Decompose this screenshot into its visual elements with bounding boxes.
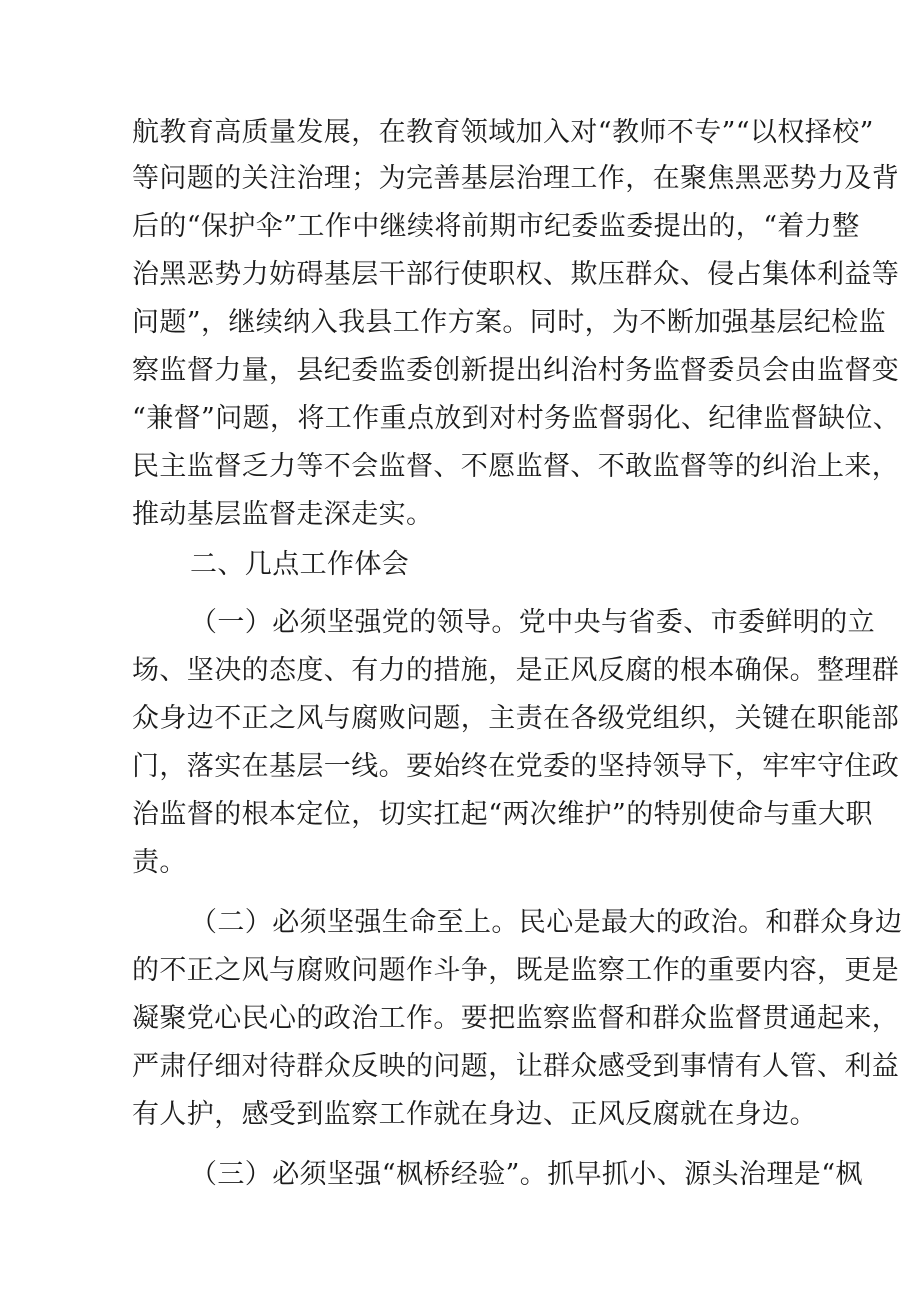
text-line: 推动基层监督走深走实。 (132, 499, 434, 530)
text-line: 有人护，感受到监察工作就在身边、正风反腐就在身边。 (132, 1099, 817, 1130)
text-line: 众身边不正之风与腐败问题，主责在各级党组织，关键在职能部 (132, 703, 900, 734)
text-line: 的不正之风与腐败问题作斗争，既是监察工作的重要内容，更是 (132, 955, 900, 986)
text-line: “兼督”问题，将工作重点放到对村务监督弱化、纪律监督缺位、 (132, 403, 901, 434)
section-heading: 二、几点工作体会 (190, 549, 410, 580)
text-line: 责。 (132, 847, 187, 878)
text-line: 察监督力量，县纪委监委创新提出纠治村务监督委员会由监督变 (132, 355, 900, 386)
text-line: 凝聚党心民心的政治工作。要把监察监督和群众监督贯通起来， (132, 1003, 900, 1034)
text-line: 等问题的关注治理；为完善基层治理工作，在聚焦黑恶势力及背 (132, 163, 900, 194)
text-line: 治监督的根本定位，切实扛起“两次维护”的特别使命与重大职 (132, 799, 873, 830)
text-line: 民主监督乏力等不会监督、不愿监督、不敢监督等的纠治上来， (132, 451, 900, 482)
text-line: 航教育高质量发展，在教育领域加入对“教师不专”“以权择校” (132, 117, 874, 148)
text-line: 场、坚决的态度、有力的措施，是正风反腐的根本确保。整理群 (132, 655, 900, 686)
text-line: （一）必须坚强党的领导。党中央与省委、市委鲜明的立 (190, 607, 875, 638)
text-line: 后的“保护伞”工作中继续将前期市纪委监委提出的，“着力整 (132, 211, 860, 242)
text-line: （三）必须坚强“枫桥经验”。抓早抓小、源头治理是“枫 (190, 1159, 863, 1190)
text-line: （二）必须坚强生命至上。民心是最大的政治。和群众身边 (190, 907, 903, 938)
text-line: 治黑恶势力妨碍基层干部行使职权、欺压群众、侵占集体利益等 (132, 259, 900, 290)
text-line: 严肃仔细对待群众反映的问题，让群众感受到事情有人管、利益 (132, 1051, 900, 1082)
text-line: 问题”，继续纳入我县工作方案。同时，为不断加强基层纪检监 (132, 307, 887, 338)
text-line: 门，落实在基层一线。要始终在党委的坚持领导下，牢牢守住政 (132, 751, 900, 782)
